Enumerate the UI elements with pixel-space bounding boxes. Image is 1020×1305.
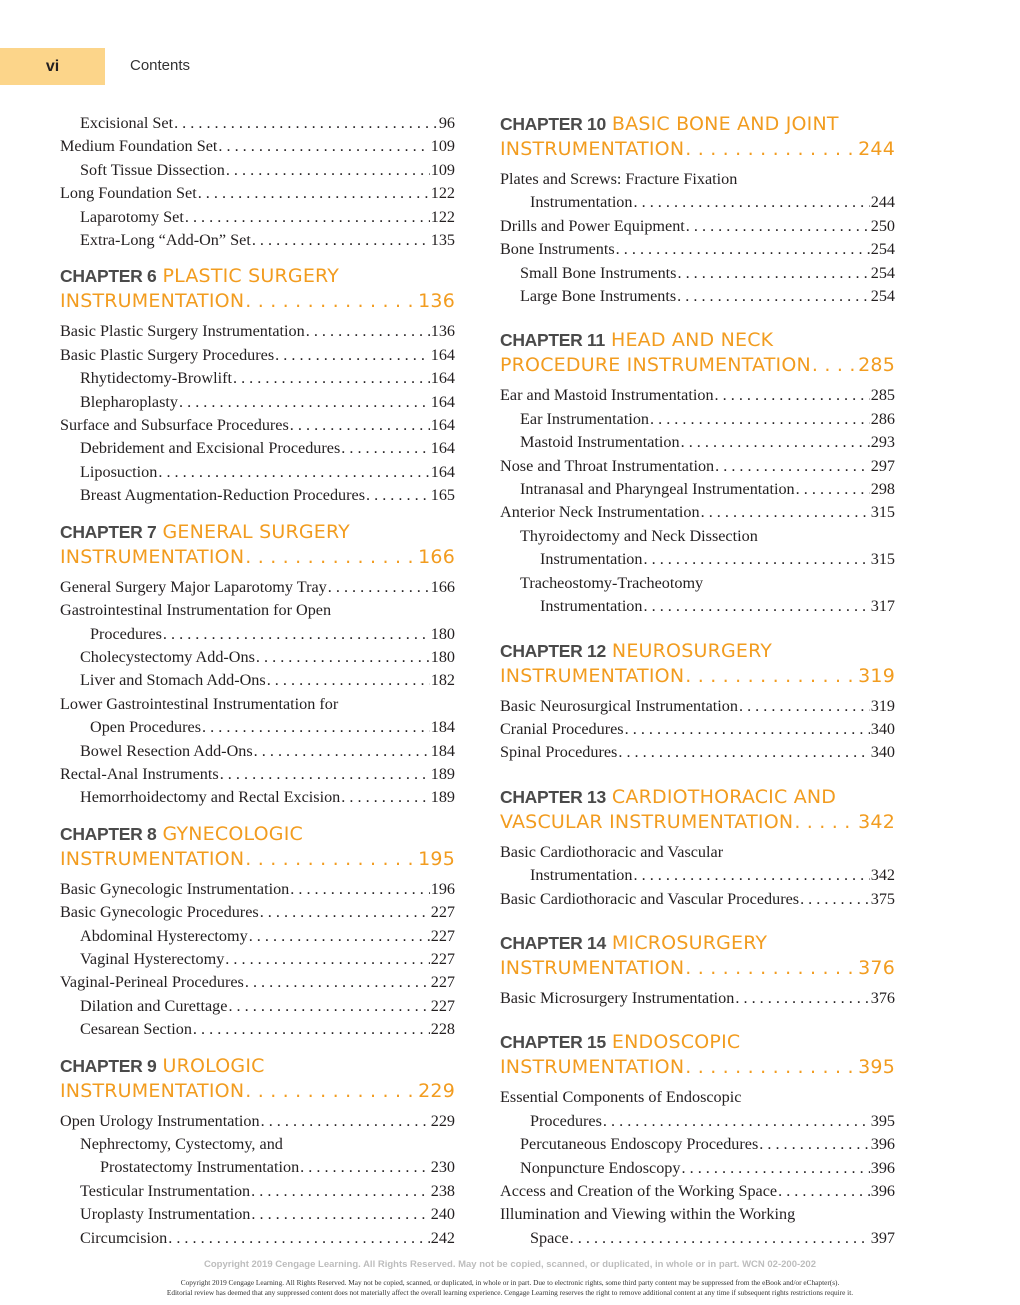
chapter-title: CARDIOTHORACIC AND xyxy=(611,785,837,808)
toc-entry-continued[interactable]: Instrumentation . . . 315 xyxy=(500,548,895,571)
toc-entry[interactable]: Testicular Instrumentation . . . 238 xyxy=(60,1180,455,1203)
toc-entry[interactable]: Cranial Procedures . . . 340 xyxy=(500,718,895,741)
toc-entry[interactable]: Basic Plastic Surgery Instrumentation . . . 136 xyxy=(60,320,455,343)
copyright-watermark: Copyright 2019 Cengage Learning. All Rights Reserved. May not be copied, scanned, or duplicated, in whole or in part. WCN 02-200-202 xyxy=(204,1259,816,1270)
toc-entry[interactable]: Vaginal-Perineal Procedures . . . 227 xyxy=(60,971,455,994)
chapter-title: INSTRUMENTATION xyxy=(60,847,245,870)
chapter-page: 195 xyxy=(418,847,455,870)
toc-entry[interactable]: Mastoid Instrumentation . . . 293 xyxy=(500,431,895,454)
page-number: vi xyxy=(0,48,105,85)
toc-entry-continued[interactable]: Space . . . 397 xyxy=(500,1227,895,1250)
toc-entry[interactable]: Breast Augmentation-Reduction Procedures . . . 165 xyxy=(60,484,455,507)
toc-entry[interactable]: Surface and Subsurface Procedures . . . 164 xyxy=(60,414,455,437)
chapter-title: PLASTIC SURGERY xyxy=(162,265,340,288)
chapter-title: UROLOGIC xyxy=(162,1054,265,1077)
chapter-title: GENERAL SURGERY xyxy=(162,520,350,543)
chapter-page: 342 xyxy=(858,810,895,833)
toc-entry[interactable]: Small Bone Instruments . . . 254 xyxy=(500,262,895,285)
chapter-number: CHAPTER 13 xyxy=(500,786,606,807)
chapter-number: CHAPTER 12 xyxy=(500,640,606,661)
toc-entry-continued[interactable]: Procedures . . . 180 xyxy=(60,623,455,646)
chapter-title: INSTRUMENTATION xyxy=(500,138,685,160)
toc-entry[interactable]: General Surgery Major Laparotomy Tray . . . 166 xyxy=(60,576,455,599)
toc-entry[interactable]: Percutaneous Endoscopy Procedures . . . 396 xyxy=(500,1133,895,1156)
chapter-page: 376 xyxy=(858,956,895,979)
toc-entry[interactable]: Large Bone Instruments . . . 254 xyxy=(500,285,895,308)
chapter-number: CHAPTER 15 xyxy=(500,1032,606,1053)
toc-entry[interactable]: Basic Gynecologic Procedures . . . 227 xyxy=(60,901,455,924)
chapter-heading-14[interactable] xyxy=(500,931,895,981)
toc-entry[interactable]: Bowel Resection Add-Ons . . . 184 xyxy=(60,740,455,763)
chapter-title: GYNECOLOGIC xyxy=(162,822,303,845)
toc-entry[interactable]: Thyroidectomy and Neck Dissection xyxy=(520,526,758,545)
toc-entry[interactable]: Nonpuncture Endoscopy . . . 396 xyxy=(500,1157,895,1180)
toc-entry[interactable]: Open Urology Instrumentation . . . 229 xyxy=(60,1110,455,1133)
toc-entry[interactable]: Abdominal Hysterectomy . . . 227 xyxy=(60,925,455,948)
toc-entry[interactable]: Basic Microsurgery Instrumentation . . . 376 xyxy=(500,987,895,1010)
page-header xyxy=(0,48,400,85)
toc-entry[interactable]: Drills and Power Equipment . . . 250 xyxy=(500,215,895,238)
toc-entry[interactable]: Plates and Screws: Fracture Fixation xyxy=(500,170,738,188)
toc-entry[interactable]: Debridement and Excisional Procedures . . . 164 xyxy=(60,437,455,460)
toc-entry[interactable]: Long Foundation Set . . . 122 xyxy=(60,182,455,205)
toc-entry[interactable]: Bone Instruments . . . 254 xyxy=(500,238,895,261)
chapter-page: 136 xyxy=(418,290,455,313)
toc-entry[interactable]: Soft Tissue Dissection . . . 109 xyxy=(60,159,455,182)
chapter-heading-7[interactable] xyxy=(60,520,455,570)
chapter-number: CHAPTER 8 xyxy=(60,823,157,844)
toc-entry[interactable]: Dilation and Curettage . . . 227 xyxy=(60,995,455,1018)
toc-entry[interactable]: Basic Cardiothoracic and Vascular Procedures . . . 375 xyxy=(500,888,895,911)
chapter-title: VASCULAR INSTRUMENTATION xyxy=(500,810,794,833)
chapter-page: 395 xyxy=(858,1056,895,1079)
toc-entry-continued[interactable]: Instrumentation . . . 342 xyxy=(500,864,895,887)
chapter-page: 285 xyxy=(858,354,895,377)
toc-entry[interactable]: Blepharoplasty . . . 164 xyxy=(60,391,455,414)
toc-entry[interactable]: Basic Gynecologic Instrumentation . . . 196 xyxy=(60,878,455,901)
toc-entry[interactable]: Gastrointestinal Instrumentation for Open xyxy=(60,601,332,620)
toc-entry[interactable]: Essential Components of Endoscopic xyxy=(500,1088,742,1107)
chapter-title: INSTRUMENTATION xyxy=(500,956,685,979)
chapter-title: ENDOSCOPIC xyxy=(611,1031,741,1054)
chapter-number: CHAPTER 11 xyxy=(500,330,605,351)
toc-entry[interactable]: Laparotomy Set . . . 122 xyxy=(60,206,455,229)
chapter-heading-8[interactable] xyxy=(60,822,455,872)
chapter-page: 244 xyxy=(858,138,895,160)
toc-entry[interactable]: Spinal Procedures . . . 340 xyxy=(500,741,895,764)
toc-entry[interactable]: Basic Plastic Surgery Procedures . . . 164 xyxy=(60,344,455,367)
toc-entry[interactable]: Rectal-Anal Instruments . . . 189 xyxy=(60,763,455,786)
chapter-title: NEUROSURGERY xyxy=(611,639,773,662)
chapter-title: INSTRUMENTATION xyxy=(500,664,685,687)
toc-entry[interactable]: Liposuction . . . 164 xyxy=(60,461,455,484)
running-head: Contents xyxy=(130,57,191,74)
chapter-heading-9[interactable] xyxy=(60,1054,455,1104)
toc-right-column xyxy=(500,112,895,1250)
toc-entry[interactable]: Nose and Throat Instrumentation . . . 297 xyxy=(500,455,895,478)
chapter-title: INSTRUMENTATION xyxy=(60,545,245,568)
chapter-page: 166 xyxy=(418,545,455,568)
chapter-number: CHAPTER 14 xyxy=(500,932,606,953)
toc-entry[interactable]: Anterior Neck Instrumentation . . . 315 xyxy=(500,501,895,524)
toc-entry[interactable]: Tracheostomy-Tracheotomy xyxy=(520,573,704,592)
toc-entry-continued[interactable]: Instrumentation . . . 244 xyxy=(500,191,895,214)
toc-entry[interactable]: Hemorrhoidectomy and Rectal Excision . . . 189 xyxy=(60,786,455,809)
toc-entry[interactable]: Lower Gastrointestinal Instrumentation for xyxy=(60,694,339,713)
toc-entry[interactable]: Nephrectomy, Cystectomy, and xyxy=(80,1135,283,1153)
toc-entry[interactable]: Ear Instrumentation . . . 286 xyxy=(500,408,895,431)
chapter-heading-10[interactable] xyxy=(500,112,895,162)
toc-entry-continued[interactable]: Instrumentation . . . 317 xyxy=(500,595,895,618)
toc-entry[interactable]: Cholecystectomy Add-Ons . . . 180 xyxy=(60,646,455,669)
toc-entry[interactable]: Vaginal Hysterectomy . . . 227 xyxy=(60,948,455,971)
toc-left-column xyxy=(60,112,455,1250)
toc-entry[interactable]: Medium Foundation Set . . . 109 xyxy=(60,135,455,158)
chapter-heading-13[interactable] xyxy=(500,785,895,835)
chapter-number: CHAPTER 9 xyxy=(60,1055,157,1076)
copyright-notice xyxy=(0,1278,1020,1298)
toc-entry[interactable]: Basic Cardiothoracic and Vascular xyxy=(500,842,724,861)
toc-entry[interactable]: Access and Creation of the Working Space . . . 396 xyxy=(500,1180,895,1203)
toc-entry[interactable]: Intranasal and Pharyngeal Instrumentation . . . 298 xyxy=(500,478,895,501)
toc-entry-continued[interactable]: Procedures . . . 395 xyxy=(500,1110,895,1133)
toc-entry[interactable]: Uroplasty Instrumentation . . . 240 xyxy=(60,1203,455,1226)
chapter-title: INSTRUMENTATION xyxy=(500,1056,685,1079)
chapter-title: PROCEDURE INSTRUMENTATION xyxy=(500,354,811,377)
toc-entry[interactable]: Cesarean Section . . . 228 xyxy=(60,1018,455,1041)
chapter-heading-15[interactable] xyxy=(500,1030,895,1080)
chapter-title: BASIC BONE AND JOINT xyxy=(611,113,839,135)
copyright-notice-line: Editorial review has deemed that any suppressed content does not materially affect the overall learning experience. Cengage Learning reserves the right to remove additional content at any time if subsequent rights restrictions require it. xyxy=(166,1288,854,1297)
toc-entry[interactable]: Ear and Mastoid Instrumentation . . . 285 xyxy=(500,384,895,407)
chapter-title: MICROSURGERY xyxy=(611,931,768,954)
chapter-page: 229 xyxy=(418,1079,455,1102)
chapter-title: HEAD AND NECK xyxy=(610,329,774,352)
toc-entry-continued[interactable]: Prostatectomy Instrumentation . . . 230 xyxy=(60,1156,455,1179)
chapter-page: 319 xyxy=(858,664,895,687)
toc-entry[interactable]: Excisional Set . . . 96 xyxy=(60,112,455,135)
toc-entry[interactable]: Extra-Long “Add-On” Set . . . 135 xyxy=(60,229,455,252)
chapter-number: CHAPTER 10 xyxy=(500,114,606,134)
toc-entry[interactable]: Liver and Stomach Add-Ons . . . 182 xyxy=(60,669,455,692)
chapter-number: CHAPTER 6 xyxy=(60,266,157,287)
toc-entry[interactable]: Rhytidectomy-Browlift . . . 164 xyxy=(60,367,455,390)
chapter-heading-12[interactable] xyxy=(500,639,895,689)
chapter-number: CHAPTER 7 xyxy=(60,521,157,542)
toc-entry[interactable]: Basic Neurosurgical Instrumentation . . . 319 xyxy=(500,695,895,718)
copyright-notice-line: Copyright 2019 Cengage Learning. All Rights Reserved. May not be copied, scanned, or duplicated, in whole or in part. Due to electronic rights, some third party content may be suppressed from the eBook and/or eChapter(s). xyxy=(180,1278,840,1287)
chapter-heading-6[interactable] xyxy=(60,264,455,314)
toc-entry-continued[interactable]: Open Procedures . . . 184 xyxy=(60,716,455,739)
chapter-title: INSTRUMENTATION xyxy=(60,1079,245,1102)
chapter-heading-11[interactable] xyxy=(500,328,895,378)
chapter-title: INSTRUMENTATION xyxy=(60,290,245,313)
toc-entry[interactable]: Circumcision . . . 242 xyxy=(60,1227,455,1250)
toc-entry[interactable]: Illumination and Viewing within the Working xyxy=(500,1205,796,1224)
